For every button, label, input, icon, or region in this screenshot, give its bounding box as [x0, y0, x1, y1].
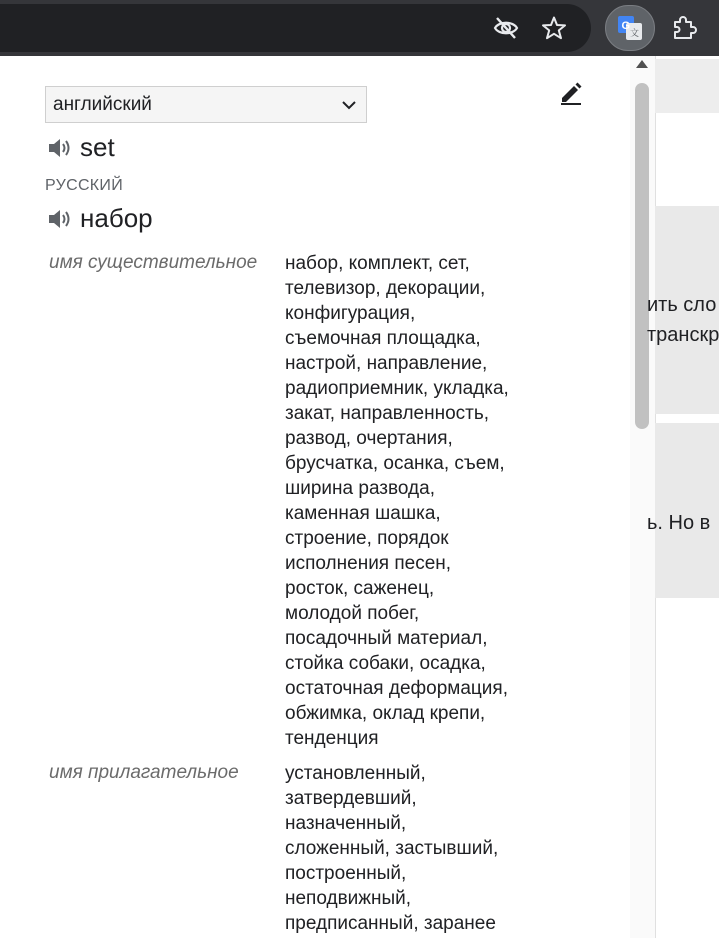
- translate-popup: [0, 56, 630, 938]
- translation-line: развод, очертания,: [285, 428, 453, 449]
- translation-line: брусчатка, осанка, съем,: [285, 453, 505, 474]
- translated-word: набор: [80, 203, 153, 233]
- translation-line: сложенный, застывший,: [285, 838, 499, 859]
- google-translate-icon[interactable]: [605, 5, 655, 51]
- content-card: [647, 423, 719, 598]
- page-text: ь. Но в: [647, 512, 711, 534]
- scrollbar-thumb[interactable]: [635, 83, 649, 429]
- translation-line: молодой побег,: [285, 603, 420, 624]
- svg-text:文: 文: [630, 29, 640, 39]
- scroll-up-arrow-icon[interactable]: [636, 60, 648, 68]
- translation-line: исполнения песен,: [285, 553, 452, 574]
- translation-line: установленный,: [285, 763, 426, 784]
- translation-line: обжимка, оклад крепи,: [285, 703, 486, 724]
- translation-line: набор, комплект, сет,: [285, 253, 470, 274]
- translation-line: закат, направленность,: [285, 403, 490, 424]
- star-icon[interactable]: [538, 12, 570, 44]
- translation-line: неподвижный,: [285, 888, 412, 909]
- translation-list: [285, 761, 585, 936]
- translation-line: ширина развода,: [285, 478, 435, 499]
- chevron-down-icon: [340, 96, 358, 120]
- speaker-icon[interactable]: [47, 207, 73, 231]
- translation-line: посадочный материал,: [285, 628, 488, 649]
- part-of-speech-label: имя прилагательное: [49, 762, 239, 783]
- source-word: set: [80, 132, 115, 162]
- translation-line: остаточная деформация,: [285, 678, 508, 699]
- translation-line: затвердевший,: [285, 788, 417, 809]
- speaker-icon[interactable]: [47, 136, 73, 160]
- svg-text:G: G: [621, 20, 631, 32]
- translation-line: строение, порядок: [285, 528, 449, 549]
- edit-pencil-icon[interactable]: [558, 80, 584, 106]
- translation-line: построенный,: [285, 863, 407, 884]
- translation-line: радиоприемник, укладка,: [285, 378, 509, 399]
- page-header-band: [655, 59, 719, 113]
- source-language-label: английский: [53, 93, 152, 115]
- puzzle-icon[interactable]: [668, 12, 700, 44]
- scrollbar[interactable]: [630, 56, 656, 938]
- translation-list: [285, 251, 585, 751]
- translation-line: стойка собаки, осадка,: [285, 653, 486, 674]
- page-text: транскр: [647, 324, 719, 346]
- target-language-label: РУССКИЙ: [45, 177, 124, 194]
- browser-toolbar: [0, 0, 719, 56]
- translation-line: тенденция: [285, 728, 379, 749]
- background-page: [630, 56, 719, 938]
- translation-line: росток, саженец,: [285, 578, 435, 599]
- translation-line: телевизор, декорации,: [285, 278, 486, 299]
- translation-line: назначенный,: [285, 813, 407, 834]
- translation-line: конфигурация,: [285, 303, 416, 324]
- content-card: [647, 206, 719, 414]
- page-text: ить сло: [647, 294, 717, 316]
- part-of-speech-label: имя существительное: [49, 252, 258, 273]
- translation-line: каменная шашка,: [285, 503, 441, 524]
- eye-off-icon[interactable]: [490, 12, 522, 44]
- source-language-select[interactable]: [45, 86, 367, 123]
- translation-line: съемочная площадка,: [285, 328, 481, 349]
- translation-line: предписанный, заранее: [285, 913, 496, 934]
- translation-line: настрой, направление,: [285, 353, 488, 374]
